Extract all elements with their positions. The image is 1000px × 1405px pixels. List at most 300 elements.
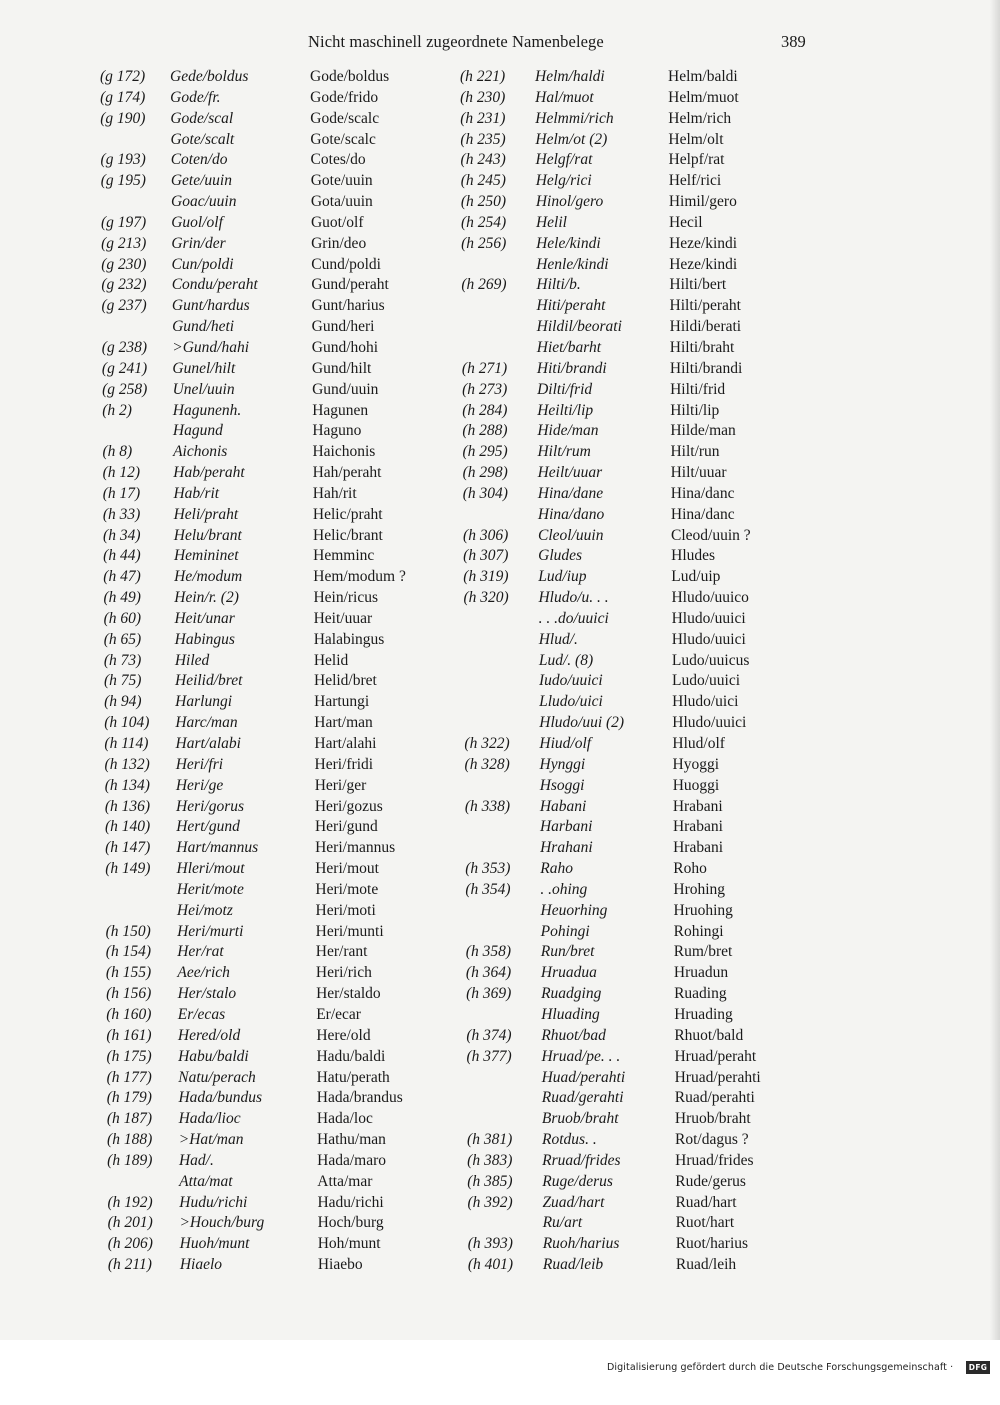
right-table-form-cell: Habani bbox=[539, 797, 587, 815]
left-table-form-cell: Habingus bbox=[174, 630, 235, 648]
left-table-norm-cell: Hatu/perath bbox=[316, 1068, 390, 1086]
right-table-ref-cell bbox=[464, 713, 530, 734]
left-table-form-cell: Gode/scal bbox=[170, 109, 234, 127]
left-table-form-cell: >Houch/burg bbox=[179, 1214, 265, 1232]
left-table-form-cell: Hada/lioc bbox=[178, 1110, 241, 1128]
right-table-norm-cell: Cleod/uuin ? bbox=[671, 526, 751, 544]
right-table-ref-cell bbox=[466, 1005, 530, 1026]
right-table-form-cell: Lludo/uici bbox=[539, 693, 603, 711]
left-table-ref-cell: (g 193) bbox=[100, 151, 146, 169]
left-table-norm-cell: Helic/praht bbox=[312, 505, 383, 523]
left-table-form-cell: Hein/r. (2) bbox=[174, 589, 239, 607]
left-table-form-cell: Heilid/bret bbox=[175, 672, 243, 690]
left-table-form-cell: Heri/murti bbox=[177, 922, 244, 940]
left-table-ref-cell: (h 147) bbox=[105, 839, 151, 857]
left-table-form-cell: Hered/old bbox=[177, 1026, 241, 1044]
left-table-form-cell: Goac/uuin bbox=[171, 193, 237, 211]
left-table-ref-cell: (h 2) bbox=[102, 401, 132, 419]
right-table-ref-cell bbox=[464, 630, 530, 651]
right-table-norm-cell: Rude/gerus bbox=[675, 1172, 746, 1190]
right-table-ref-cell: (h 385) bbox=[467, 1172, 513, 1190]
right-table-norm-cell: Roho bbox=[673, 860, 707, 878]
right-table-form-cell: Ruge/derus bbox=[542, 1172, 613, 1190]
left-table-ref-cell bbox=[106, 901, 166, 922]
left-table-form-cell: Hleri/mout bbox=[176, 860, 245, 878]
right-table-form-cell: Gludes bbox=[538, 547, 583, 565]
right-table-norm-cell: Hilt/run bbox=[670, 443, 720, 461]
left-table-norm-cell: Hah/rit bbox=[312, 484, 357, 502]
left-table-norm-cell: Gunt/harius bbox=[311, 297, 385, 315]
left-table-norm-cell: Heri/gund bbox=[314, 818, 378, 836]
left-table-ref-cell: (g 237) bbox=[101, 297, 147, 315]
right-table-ref-cell: (h 271) bbox=[461, 359, 508, 377]
right-table-form-cell: Hal/muot bbox=[535, 88, 594, 106]
right-table-form-cell: Pohingi bbox=[540, 922, 590, 940]
right-ref-column bbox=[460, 67, 530, 1276]
right-table-norm-cell: Ruad/hart bbox=[675, 1193, 737, 1211]
right-table-form-cell: Hiti/brandi bbox=[536, 359, 607, 377]
left-table-form-cell: Gete/uuin bbox=[170, 172, 232, 190]
left-table-form-cell: Hemininet bbox=[173, 547, 239, 565]
right-table-norm-cell: Hludo/uuico bbox=[671, 589, 749, 607]
right-table-norm-cell: Hilti/bert bbox=[669, 276, 727, 294]
right-table-form-cell: Helil bbox=[535, 213, 567, 231]
right-table-ref-cell: (h 230) bbox=[460, 88, 506, 106]
left-table-form-cell: Herit/mote bbox=[176, 880, 244, 898]
left-table-form-cell: He/modum bbox=[174, 568, 243, 586]
left-table-form-cell: Helu/brant bbox=[173, 526, 242, 544]
left-table-form-cell: >Hat/man bbox=[178, 1131, 244, 1149]
right-table-form-cell: Hrahani bbox=[540, 839, 593, 857]
page-number: 389 bbox=[781, 32, 806, 51]
right-table-norm-cell: Heze/kindi bbox=[669, 234, 738, 252]
right-table-ref-cell: (h 269) bbox=[461, 276, 507, 294]
left-table-norm-cell: Hemminc bbox=[313, 547, 375, 565]
left-table-ref-cell: (h 187) bbox=[106, 1110, 153, 1128]
right-table-norm-cell: Hilde/man bbox=[670, 422, 736, 440]
left-table-norm-cell: Heri/fridi bbox=[314, 755, 374, 773]
right-table-ref-cell: (h 254) bbox=[460, 213, 507, 231]
right-table-ref-cell bbox=[464, 609, 530, 630]
left-table-ref-cell: (g 195) bbox=[100, 172, 146, 190]
right-table-form-cell: Heuorhing bbox=[540, 901, 608, 919]
left-table-form-cell: Huoh/munt bbox=[179, 1235, 250, 1253]
page-edge-shadow bbox=[990, 0, 1000, 1340]
right-table-form-cell: Heilt/uuar bbox=[537, 464, 603, 482]
left-table-ref-cell: (h 179) bbox=[106, 1089, 152, 1107]
left-table-form-cell: Gede/boldus bbox=[170, 68, 249, 85]
left-table-norm-cell: Hada/loc bbox=[316, 1110, 373, 1128]
left-table-norm-cell: Heri/mote bbox=[315, 880, 379, 898]
left-table-ref-cell: (h 134) bbox=[104, 776, 150, 794]
left-table-ref-cell: (h 206) bbox=[107, 1235, 153, 1253]
right-table-norm-cell: Helm/rich bbox=[668, 109, 732, 127]
left-table-norm-cell: Hoch/burg bbox=[317, 1214, 384, 1232]
left-table-form-cell: Heli/praht bbox=[173, 505, 239, 523]
left-table-norm-cell: Cund/poldi bbox=[311, 255, 381, 273]
left-table-norm-cell: Heri/moti bbox=[315, 901, 376, 919]
left-table-ref-cell bbox=[100, 130, 166, 151]
right-table-ref-cell bbox=[467, 1109, 530, 1130]
right-table-ref-cell: (h 319) bbox=[463, 568, 509, 586]
right-table-ref-cell: (h 306) bbox=[463, 526, 509, 544]
right-table-form-cell: Lud/. (8) bbox=[538, 651, 594, 669]
right-table-ref-cell bbox=[462, 338, 530, 359]
left-table-form-cell: Grin/der bbox=[171, 234, 226, 252]
right-table-form-cell: Rruad/frides bbox=[542, 1151, 621, 1169]
right-table-norm-cell: Rhuot/bald bbox=[674, 1026, 744, 1044]
right-table-norm-cell: Ruot/hart bbox=[675, 1214, 735, 1232]
right-table-ref-cell: (h 353) bbox=[465, 860, 511, 878]
right-table-ref-cell bbox=[465, 838, 530, 859]
right-table-norm-cell: Lud/uip bbox=[671, 568, 721, 586]
left-table-form-cell: Hart/alabi bbox=[175, 735, 241, 752]
left-table-form-cell: Harlungi bbox=[175, 693, 233, 711]
left-table-norm-cell: Hartungi bbox=[314, 693, 370, 711]
right-table-norm-cell: Ruading bbox=[674, 985, 727, 1003]
right-table-form-cell: Helm/haldi bbox=[535, 68, 605, 85]
right-table-form-cell: Iudo/uuici bbox=[539, 672, 603, 690]
right-table-form-cell: Hilt/rum bbox=[537, 443, 591, 461]
right-table-ref-cell bbox=[461, 255, 530, 276]
right-table-norm-cell: Hrabani bbox=[673, 839, 724, 857]
left-table-ref-cell: (h 154) bbox=[105, 943, 151, 961]
left-table-form-cell: Hagund bbox=[172, 422, 223, 440]
left-table-form-cell: Gunt/hardus bbox=[171, 297, 250, 315]
right-table-form-cell: . . .do/uuici bbox=[538, 609, 609, 627]
left-table-ref-cell: (h 73) bbox=[103, 651, 142, 669]
right-table-ref-cell: (h 374) bbox=[466, 1026, 512, 1044]
right-table-form-cell: Hiet/barht bbox=[536, 338, 602, 356]
left-table-form-cell: Hei/motz bbox=[176, 901, 233, 919]
left-table-form-cell: Hab/rit bbox=[173, 484, 220, 502]
right-table-form-cell: Hilti/b. bbox=[536, 276, 581, 294]
right-table-form-cell: Rhuot/bad bbox=[541, 1026, 606, 1044]
right-table-norm-cell: Hlud/olf bbox=[672, 735, 725, 752]
right-table-norm-cell: Ruad/perahti bbox=[674, 1089, 755, 1107]
right-table-norm-cell: Helpf/rat bbox=[668, 151, 725, 169]
left-table-ref-cell: (g 241) bbox=[101, 359, 148, 377]
dfg-logo: DFG bbox=[966, 1361, 990, 1374]
right-table-form-cell: Hina/dano bbox=[537, 505, 605, 523]
left-table-form-cell: Harc/man bbox=[175, 714, 238, 732]
left-table-norm-cell: Heri/gozus bbox=[314, 797, 383, 815]
left-table-norm-cell: Er/ecar bbox=[316, 1005, 361, 1023]
left-table-form-cell: Gote/scalt bbox=[170, 130, 235, 148]
right-table-ref-cell: (h 221) bbox=[460, 68, 506, 85]
left-table-form-cell: >Gund/hahi bbox=[172, 338, 250, 356]
right-table-ref-cell: (h 328) bbox=[464, 755, 510, 773]
right-form-column bbox=[535, 67, 665, 1276]
left-table-norm-cell: Hada/maro bbox=[317, 1151, 387, 1169]
right-table-form-cell: Hiud/olf bbox=[539, 735, 592, 752]
left-table-ref-cell: (h 189) bbox=[107, 1151, 153, 1169]
left-table-ref-cell: (h 136) bbox=[104, 797, 151, 815]
left-table-ref-cell: (h 156) bbox=[106, 985, 152, 1003]
right-table-form-cell: Cleol/uuin bbox=[538, 526, 604, 544]
left-table-ref-cell: (h 114) bbox=[104, 735, 149, 752]
left-table-norm-cell: Her/rant bbox=[315, 943, 368, 961]
left-table-norm-cell: Haichonis bbox=[312, 443, 376, 461]
right-table-norm-cell: Helm/olt bbox=[668, 130, 724, 148]
right-table-norm-cell: Hludo/uuici bbox=[672, 714, 747, 732]
left-table-ref-cell: (g 258) bbox=[102, 380, 148, 398]
left-table-form-cell: Her/rat bbox=[177, 943, 224, 961]
left-table-norm-cell: Hoh/munt bbox=[317, 1235, 381, 1253]
footer bbox=[0, 1340, 1000, 1405]
left-table-ref-cell: (h 161) bbox=[106, 1026, 152, 1044]
left-table-ref-cell: (h 47) bbox=[103, 568, 141, 586]
right-table-form-cell: Lud/iup bbox=[538, 568, 587, 586]
right-table-form-cell: Helm/ot (2) bbox=[535, 130, 608, 148]
left-table-ref-cell: (h 60) bbox=[103, 609, 142, 627]
right-table-ref-cell: (h 322) bbox=[464, 735, 510, 752]
right-table-ref-cell: (h 250) bbox=[460, 193, 507, 211]
right-table-form-cell: Hynggi bbox=[539, 755, 586, 773]
left-table-form-cell: Hiaelo bbox=[179, 1256, 222, 1274]
right-table-norm-cell: Himil/gero bbox=[668, 193, 737, 211]
right-table-form-cell: Hide/man bbox=[537, 422, 599, 440]
right-table-norm-cell: Hruading bbox=[674, 1005, 733, 1023]
right-table-form-cell: . .ohing bbox=[540, 880, 588, 898]
right-table-norm-cell: Hludo/uici bbox=[672, 693, 739, 711]
right-table-form-cell: Hsoggi bbox=[539, 776, 585, 794]
right-table-ref-cell: (h 273) bbox=[462, 380, 508, 398]
left-table-norm-cell: Helic/brant bbox=[313, 526, 383, 544]
right-table-form-cell: Rotdus. . bbox=[542, 1131, 597, 1149]
left-table-ref-cell: (h 201) bbox=[107, 1214, 153, 1232]
left-table-ref-cell: (h 104) bbox=[104, 714, 150, 732]
left-table-form-cell: Aichonis bbox=[173, 443, 228, 461]
right-table-ref-cell: (h 383) bbox=[467, 1151, 513, 1169]
right-table-norm-cell: Heze/kindi bbox=[669, 255, 738, 273]
left-table-form-cell: Er/ecas bbox=[177, 1005, 226, 1023]
left-table-norm-cell: Gund/uuin bbox=[312, 380, 379, 398]
left-table-form-cell: Hiled bbox=[174, 651, 210, 669]
right-table-ref-cell bbox=[465, 817, 530, 838]
left-ref-column bbox=[100, 67, 166, 1276]
right-table-ref-cell: (h 369) bbox=[466, 985, 512, 1003]
right-table-form-cell: Heilti/lip bbox=[537, 401, 594, 419]
left-table-form-cell: Heri/gorus bbox=[176, 797, 245, 815]
left-table-ref-cell: (h 33) bbox=[102, 505, 141, 523]
left-table-form-cell: Had/. bbox=[178, 1151, 214, 1169]
right-table-form-cell: Hina/dane bbox=[537, 484, 604, 502]
right-table-norm-cell: Ruot/harius bbox=[675, 1235, 749, 1253]
right-table-ref-cell bbox=[467, 1068, 530, 1089]
right-table-norm-cell: Hyoggi bbox=[672, 755, 720, 773]
right-table-form-cell: Henle/kindi bbox=[536, 255, 609, 273]
right-table-norm-cell: Hrohing bbox=[673, 880, 726, 898]
right-table-form-cell: Hludo/u. . . bbox=[538, 589, 609, 607]
right-table-form-cell: Hluading bbox=[541, 1005, 600, 1023]
left-table-norm-cell: Heri/ger bbox=[314, 776, 367, 794]
left-table-form-cell: Gund/heti bbox=[172, 318, 235, 336]
left-table-norm-cell: Helid/bret bbox=[314, 672, 377, 690]
left-table-ref-cell: (h 75) bbox=[104, 672, 142, 690]
right-table-form-cell: Hruad/pe. . . bbox=[541, 1047, 621, 1065]
right-table-norm-cell: Hruadun bbox=[673, 964, 729, 982]
right-table-norm-cell: Hruohing bbox=[673, 901, 733, 919]
left-table-form-cell: Hert/gund bbox=[176, 818, 240, 836]
left-table-norm-cell: Hathu/man bbox=[317, 1131, 386, 1149]
right-table-form-cell: Hildil/beorati bbox=[536, 318, 622, 336]
right-table-form-cell: Ruadging bbox=[541, 985, 602, 1003]
left-table-norm-cell: Hart/man bbox=[314, 714, 373, 732]
left-table-norm-cell: Grin/deo bbox=[311, 234, 367, 252]
left-table-ref-cell: (g 213) bbox=[101, 234, 147, 252]
right-table-form-cell: Ruad/gerahti bbox=[541, 1089, 624, 1107]
left-table-ref-cell: (h 49) bbox=[103, 589, 141, 607]
left-table-norm-cell: Here/old bbox=[316, 1026, 371, 1044]
left-table-ref-cell: (g 172) bbox=[100, 68, 146, 85]
right-table-ref-cell: (h 295) bbox=[462, 443, 508, 461]
left-table-form-cell: Hab/peraht bbox=[173, 464, 245, 482]
left-table-form-cell: Cun/poldi bbox=[171, 255, 234, 273]
left-table-ref-cell: (h 188) bbox=[107, 1131, 153, 1149]
left-table-norm-cell: Her/staldo bbox=[316, 985, 381, 1003]
left-table-norm-cell: Gund/peraht bbox=[311, 276, 389, 294]
left-table-ref-cell: (g 238) bbox=[101, 338, 147, 356]
left-table-ref-cell bbox=[102, 421, 166, 442]
left-table-ref-cell: (h 155) bbox=[105, 964, 152, 982]
left-table-ref-cell: (g 174) bbox=[100, 88, 146, 106]
left-table-ref-cell: (h 12) bbox=[102, 464, 141, 482]
left-table-norm-cell: Gote/scalc bbox=[310, 130, 376, 148]
left-table-norm-cell: Heri/munti bbox=[315, 922, 384, 940]
left-table-form-cell: Coten/do bbox=[170, 151, 228, 169]
left-table-ref-cell: (h 149) bbox=[105, 860, 151, 878]
left-table-norm-cell: Gund/heri bbox=[311, 318, 375, 336]
left-table-norm-cell: Hadu/baldi bbox=[316, 1047, 386, 1065]
left-table-form-cell: Hagunenh. bbox=[172, 401, 242, 419]
right-table-norm-cell: Hilti/lip bbox=[670, 401, 720, 419]
right-table-form-cell: Helgf/rat bbox=[535, 151, 593, 169]
right-table-ref-cell: (h 235) bbox=[460, 130, 506, 148]
left-table-ref-cell: (h 150) bbox=[105, 922, 151, 940]
right-table-norm-cell: Hilti/braht bbox=[669, 338, 735, 356]
left-table-form-cell: Hudu/richi bbox=[179, 1193, 248, 1211]
right-table-form-cell: Dilti/frid bbox=[537, 380, 593, 398]
right-table-norm-cell: Hildi/berati bbox=[669, 318, 742, 336]
left-table-ref-cell: (h 65) bbox=[103, 630, 142, 648]
right-table-form-cell: Hiti/peraht bbox=[536, 297, 606, 315]
right-table-ref-cell bbox=[468, 1213, 530, 1234]
right-table-form-cell: Helg/rici bbox=[535, 172, 592, 190]
right-table-form-cell: Ruad/leib bbox=[542, 1256, 604, 1274]
right-table-form-cell: Run/bret bbox=[540, 943, 595, 961]
right-table-norm-cell: Hruad/perahti bbox=[674, 1068, 761, 1086]
left-table-form-cell: Natu/perach bbox=[178, 1068, 256, 1086]
left-table-norm-cell: Atta/mar bbox=[317, 1172, 373, 1190]
left-table-ref-cell: (h 17) bbox=[102, 484, 141, 502]
right-table-norm-cell: Hecil bbox=[668, 213, 703, 231]
right-table-form-cell: Hruadua bbox=[540, 964, 597, 982]
left-table-norm-cell: Hiaebo bbox=[317, 1256, 363, 1274]
left-table-form-cell: Hart/mannus bbox=[176, 839, 259, 857]
right-table-ref-cell: (h 320) bbox=[463, 589, 509, 607]
right-table-ref-cell: (h 358) bbox=[465, 943, 511, 961]
right-table-ref-cell: (h 393) bbox=[467, 1235, 513, 1253]
left-table-ref-cell bbox=[101, 192, 166, 213]
left-table-ref-cell: (h 44) bbox=[103, 547, 141, 565]
left-table-ref-cell: (h 160) bbox=[106, 1005, 152, 1023]
right-table-ref-cell: (h 231) bbox=[460, 109, 506, 127]
left-table-form-cell: Heri/ge bbox=[175, 776, 224, 794]
left-table-norm-cell: Heri/mout bbox=[315, 860, 379, 878]
right-table-norm-cell: Hilt/uuar bbox=[670, 464, 727, 482]
right-table-norm-cell: Hludes bbox=[671, 547, 716, 565]
right-table-ref-cell: (h 392) bbox=[467, 1193, 513, 1211]
left-table-norm-cell: Halabingus bbox=[313, 630, 385, 648]
left-table-form-cell: Guol/olf bbox=[171, 213, 223, 231]
right-table-norm-cell: Hrabani bbox=[672, 797, 723, 815]
right-table-ref-cell bbox=[466, 922, 530, 943]
left-table-ref-cell: (g 190) bbox=[100, 109, 146, 127]
left-table-norm-cell: Gode/boldus bbox=[310, 68, 390, 85]
right-table-ref-cell: (h 256) bbox=[461, 234, 507, 252]
left-table-ref-cell bbox=[102, 317, 166, 338]
left-table-form-cell: Gode/fr. bbox=[170, 88, 221, 106]
left-table-norm-cell: Hadu/richi bbox=[317, 1193, 384, 1211]
left-table-form-cell: Aee/rich bbox=[177, 964, 230, 982]
right-table-ref-cell bbox=[464, 671, 530, 692]
right-table-norm-cell: Rum/bret bbox=[673, 943, 733, 961]
right-table-norm-cell: Rohingi bbox=[673, 922, 724, 940]
right-table-ref-cell bbox=[462, 317, 530, 338]
left-table-ref-cell: (h 192) bbox=[107, 1193, 153, 1211]
right-table-norm-cell: Hina/danc bbox=[670, 484, 735, 502]
right-table-norm-cell: Hruob/braht bbox=[674, 1110, 751, 1128]
right-table-norm-cell: Hludo/uuici bbox=[671, 609, 746, 627]
left-table-norm-cell: Heri/mannus bbox=[315, 839, 396, 857]
footer-credit: Digitalisierung gefördert durch die Deutsche Forschungsgemeinschaft · bbox=[607, 1362, 954, 1373]
left-table-ref-cell: (g 197) bbox=[100, 213, 147, 231]
left-table-form-cell: Heri/fri bbox=[175, 755, 224, 773]
left-table-form-cell: Hada/bundus bbox=[178, 1089, 262, 1107]
right-table-ref-cell bbox=[466, 901, 530, 922]
left-table-ref-cell: (h 8) bbox=[102, 443, 133, 461]
right-table-norm-cell: Ludo/uuici bbox=[672, 672, 741, 690]
left-table-norm-cell: Helid bbox=[313, 651, 349, 669]
left-table-norm-cell: Haguno bbox=[312, 422, 362, 440]
right-table-form-cell: Ru/art bbox=[542, 1214, 583, 1232]
right-table-norm-cell: Hilti/brandi bbox=[669, 359, 743, 377]
right-table-form-cell: Hludo/uui (2) bbox=[539, 714, 625, 732]
left-table-ref-cell: (h 34) bbox=[103, 526, 141, 544]
right-table-form-cell: Hinol/gero bbox=[535, 193, 604, 211]
right-table-ref-cell: (h 377) bbox=[466, 1047, 512, 1065]
right-table-ref-cell: (h 243) bbox=[460, 151, 506, 169]
left-table-ref-cell: (h 132) bbox=[104, 755, 150, 773]
left-table-norm-cell: Gode/frido bbox=[310, 88, 379, 106]
right-table-norm-cell: Hilti/frid bbox=[670, 380, 726, 398]
left-table-norm-cell: Cotes/do bbox=[310, 151, 366, 169]
right-table-ref-cell bbox=[464, 692, 530, 713]
left-table-norm-cell: Heit/uuar bbox=[313, 609, 373, 627]
left-table-ref-cell: (h 175) bbox=[106, 1047, 152, 1065]
right-table-ref-cell: (h 288) bbox=[462, 422, 508, 440]
left-table-form-cell: Habu/baldi bbox=[178, 1047, 249, 1065]
right-table-form-cell: Huad/perahti bbox=[541, 1068, 626, 1086]
left-table-norm-cell: Hah/peraht bbox=[312, 464, 382, 482]
right-table-norm-cell: Helm/baldi bbox=[668, 68, 738, 85]
right-table-ref-cell: (h 338) bbox=[464, 797, 511, 815]
left-table-norm-cell: Heri/rich bbox=[315, 964, 372, 982]
right-table-ref-cell: (h 381) bbox=[467, 1131, 513, 1149]
right-norm-column bbox=[668, 67, 793, 1276]
right-table-form-cell: Raho bbox=[540, 860, 573, 878]
